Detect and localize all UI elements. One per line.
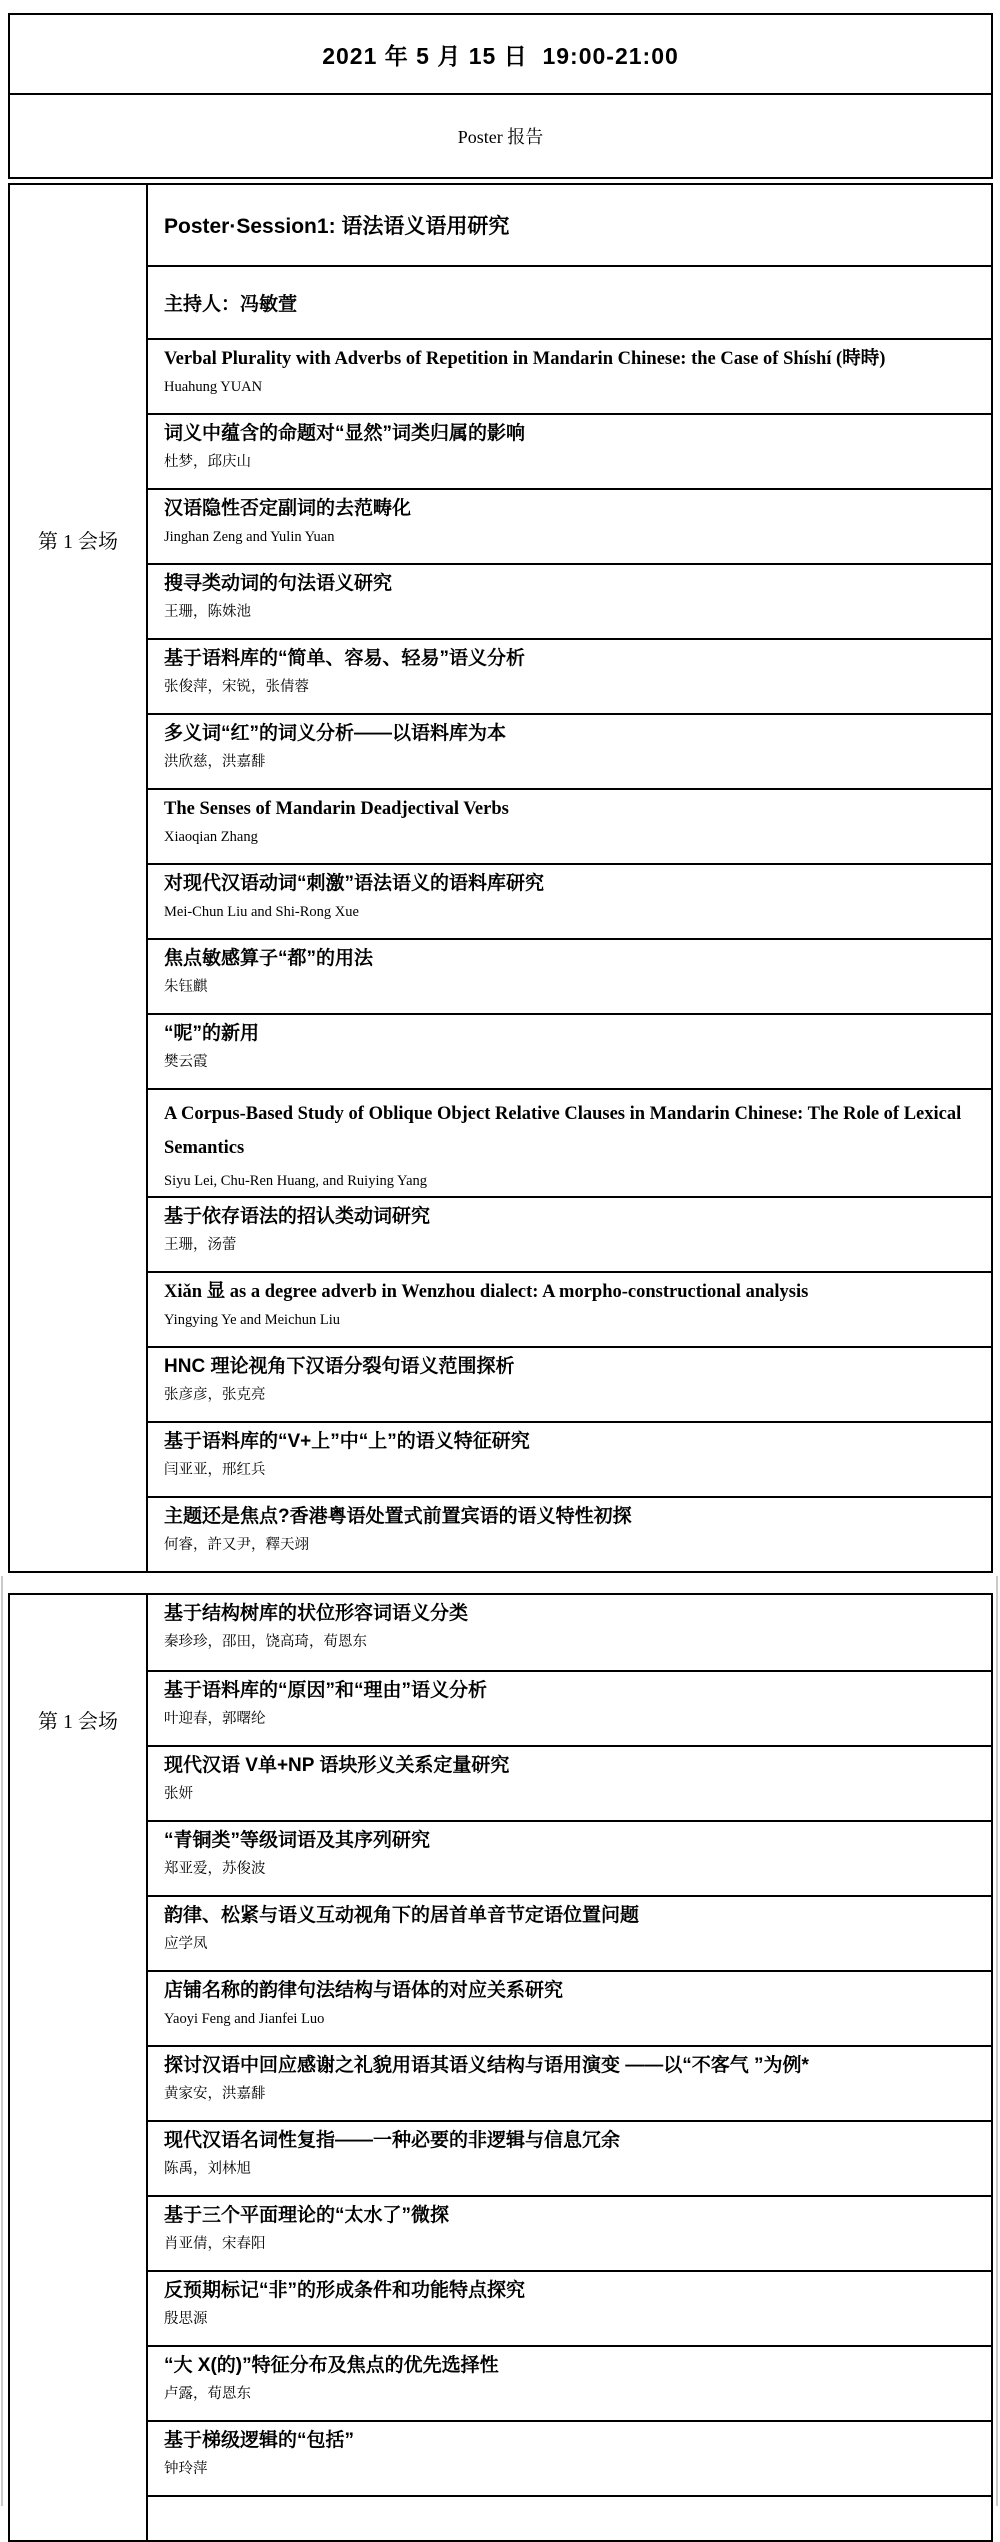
paper-title: A Corpus-Based Study of Oblique Object Relative Clauses in Mandarin Chinese: The Role of Lexical Semantics — [164, 1104, 966, 1158]
paper-row — [148, 1421, 991, 1496]
poster-subtitle: Poster 报告 — [457, 127, 544, 147]
paper-row — [148, 863, 991, 938]
poster-row — [10, 93, 991, 177]
session-title: Poster·Session1: 语法语义语用研究 — [164, 215, 510, 238]
paper-authors: 钟玲萍 — [164, 2461, 208, 2477]
page-scan-edge-right — [996, 1576, 998, 2506]
paper-title: HNC 理论视角下汉语分裂句语义范围探析 — [164, 1356, 515, 1377]
paper-title: 基于三个平面理论的“太水了”微探 — [164, 2205, 450, 2226]
paper-row — [148, 563, 991, 638]
paper-title: 词义中蕴含的命题对“显然”词类归属的影响 — [164, 423, 526, 444]
paper-row — [148, 2120, 991, 2195]
paper-row — [148, 2345, 991, 2420]
paper-authors: 朱钰麒 — [164, 979, 208, 995]
session-header-row — [148, 185, 991, 265]
paper-authors: 肖亚倩，宋春阳 — [164, 2236, 266, 2252]
paper-row — [148, 638, 991, 713]
chair-row — [148, 265, 991, 338]
paper-authors: Huahung YUAN — [164, 379, 263, 395]
paper-title: 焦点敏感算子“都”的用法 — [164, 948, 374, 969]
page-scan-edge-left — [1, 1576, 3, 2506]
paper-title: 基于梯级逻辑的“包括” — [164, 2430, 355, 2451]
paper-row — [148, 1970, 991, 2045]
paper-title: 对现代汉语动词“刺激”语法语义的语料库研究 — [164, 873, 545, 894]
paper-row — [148, 1820, 991, 1895]
paper-authors: 秦珍珍，邵田，饶高琦，荀恩东 — [164, 1634, 367, 1650]
paper-authors: Siyu Lei, Chu-Ren Huang, and Ruiying Yang — [164, 1173, 428, 1189]
paper-row — [148, 788, 991, 863]
paper-title: “青铜类”等级词语及其序列研究 — [164, 1830, 431, 1851]
paper-title: 基于依存语法的招认类动词研究 — [164, 1206, 431, 1227]
paper-title: The Senses of Mandarin Deadjectival Verbs — [164, 799, 509, 819]
paper-authors: 洪欣慈，洪嘉馡 — [164, 754, 266, 770]
paper-authors: 殷思源 — [164, 2311, 208, 2327]
poster-session1-table — [8, 183, 993, 1573]
paper-row — [148, 1346, 991, 1421]
paper-authors: Xiaoqian Zhang — [164, 829, 258, 845]
paper-row — [148, 1895, 991, 1970]
paper-row — [148, 488, 991, 563]
paper-authors: 黄家安，洪嘉馡 — [164, 2086, 266, 2102]
paper-authors: Mei-Chun Liu and Shi-Rong Xue — [164, 904, 359, 920]
paper-authors: 何睿，許又尹，釋天翊 — [164, 1537, 309, 1553]
paper-authors: 应学凤 — [164, 1936, 208, 1952]
paper-title: 现代汉语名词性复指——一种必要的非逻辑与信息冗余 — [164, 2130, 621, 2151]
paper-row — [148, 1013, 991, 1088]
cutoff-empty-row — [148, 2495, 991, 2540]
paper-authors: 杜梦，邱庆山 — [164, 454, 251, 470]
venue-label: 第 1 会场 — [38, 1711, 118, 1733]
paper-title: 基于语料库的“V+上”中“上”的语义特征研究 — [164, 1431, 530, 1452]
venue-cell — [10, 1595, 148, 2540]
paper-row — [148, 1745, 991, 1820]
paper-title: 基于语料库的“简单、容易、轻易”语义分析 — [164, 648, 526, 669]
paper-row — [148, 413, 991, 488]
paper-title: 探讨汉语中回应感谢之礼貌用语其语义结构与语用演变 ——以“不客气 ”为例* — [164, 2055, 809, 2076]
paper-authors: 张彦彦，张克亮 — [164, 1387, 266, 1403]
paper-title: Verbal Plurality with Adverbs of Repetition in Mandarin Chinese: the Case of Shíshí (時時) — [164, 349, 886, 369]
paper-title: Xiǎn 显 as a degree adverb in Wenzhou dialect: A morpho-constructional analysis — [164, 1282, 809, 1302]
date-header: 2021 年 5 月 15 日 19:00-21:00 — [322, 42, 679, 69]
paper-authors: 王珊，陈姝池 — [164, 604, 251, 620]
paper-title: 基于结构树库的状位形容词语义分类 — [164, 1603, 469, 1624]
paper-title: 店铺名称的韵律句法结构与语体的对应关系研究 — [164, 1980, 564, 2001]
paper-row — [148, 1670, 991, 1745]
paper-authors: 闫亚亚，邢红兵 — [164, 1462, 266, 1478]
paper-title: 韵律、松紧与语义互动视角下的居首单音节定语位置问题 — [164, 1905, 640, 1926]
chair-label: 主持人：冯敏萱 — [164, 294, 298, 315]
paper-row — [148, 2045, 991, 2120]
paper-authors: 郑亚爱，苏俊波 — [164, 1861, 266, 1877]
paper-authors: 王珊，汤蕾 — [164, 1237, 237, 1253]
paper-title: “大 X(的)”特征分布及焦点的优先选择性 — [164, 2355, 499, 2376]
paper-title: 基于语料库的“原因”和“理由”语义分析 — [164, 1680, 488, 1701]
paper-row — [148, 2270, 991, 2345]
paper-row — [148, 2420, 991, 2495]
paper-row — [148, 1595, 991, 1670]
paper-title: 多义词“红”的词义分析——以语料库为本 — [164, 723, 507, 744]
paper-title: 搜寻类动词的句法语义研究 — [164, 573, 393, 594]
paper-row — [148, 1196, 991, 1271]
paper-authors: 叶迎春，郭曙纶 — [164, 1711, 266, 1727]
paper-row — [148, 2195, 991, 2270]
paper-authors: 张俊萍，宋锐，张倩蓉 — [164, 679, 309, 695]
date-row — [10, 15, 991, 93]
paper-title: 现代汉语 V单+NP 语块形义关系定量研究 — [164, 1755, 510, 1776]
paper-authors: Yingying Ye and Meichun Liu — [164, 1312, 341, 1328]
paper-title: 反预期标记“非”的形成条件和功能特点探究 — [164, 2280, 526, 2301]
paper-authors: 樊云霞 — [164, 1054, 208, 1070]
paper-title: “呢”的新用 — [164, 1023, 260, 1044]
paper-authors: 卢露，荀恩东 — [164, 2386, 251, 2402]
venue-cell — [10, 185, 148, 1571]
paper-row — [148, 713, 991, 788]
paper-row — [148, 1088, 991, 1196]
paper-row — [148, 338, 991, 413]
poster-session1-continuation-table — [8, 1593, 993, 2542]
paper-authors: Yaoyi Feng and Jianfei Luo — [164, 2011, 325, 2027]
paper-row — [148, 1271, 991, 1346]
paper-title: 主题还是焦点?香港粤语处置式前置宾语的语义特性初探 — [164, 1506, 632, 1527]
venue-label: 第 1 会场 — [38, 531, 118, 553]
paper-authors: 张妍 — [164, 1786, 193, 1802]
program-header-block — [8, 13, 993, 179]
paper-row — [148, 1496, 991, 1571]
paper-title: 汉语隐性否定副词的去范畴化 — [164, 498, 412, 519]
paper-row — [148, 938, 991, 1013]
paper-authors: Jinghan Zeng and Yulin Yuan — [164, 529, 335, 545]
paper-authors: 陈禹，刘林旭 — [164, 2161, 251, 2177]
